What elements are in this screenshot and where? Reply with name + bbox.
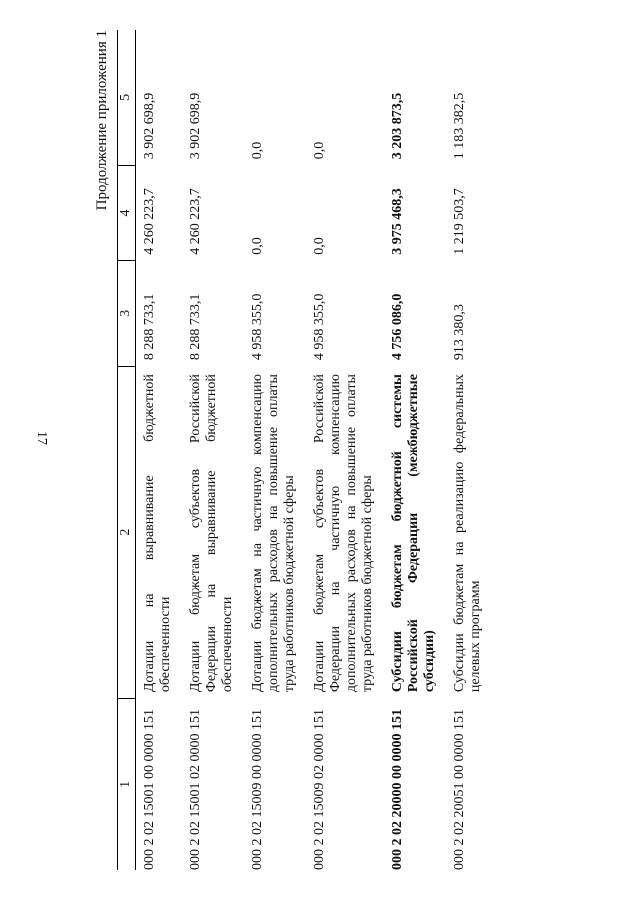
table-row <box>244 30 306 870</box>
value-col5-cell: 3 203 873,5 <box>390 92 405 160</box>
table-row <box>446 30 492 870</box>
name-cell: Субсидии бюджетам на реализацию федеральных целевых программ <box>452 374 483 693</box>
name-cell: Дотации на выравнивание бюджетной обеспеченности <box>142 374 173 693</box>
column-header-1: 1 <box>117 698 136 870</box>
value-col5-cell: 1 183 382,5 <box>452 92 467 160</box>
table-top-rule <box>117 30 118 870</box>
value-col5-cell: 3 902 698,9 <box>188 92 203 160</box>
code-cell: 000 2 02 15001 02 0000 151 <box>188 709 203 870</box>
table-header-row <box>117 30 136 870</box>
code-cell: 000 2 02 20000 00 0000 151 <box>390 709 405 870</box>
table-row <box>384 30 446 870</box>
value-col5-cell: 0,0 <box>250 141 265 160</box>
value-col5-cell: 0,0 <box>312 141 327 160</box>
budget-table <box>117 30 492 870</box>
name-cell: Дотации бюджетам субъектов Российской Федерации на выравнивание бюджетной обеспеченности <box>188 374 235 693</box>
value-col3-cell: 913 380,3 <box>452 304 467 361</box>
value-col4-cell: 1 219 503,7 <box>452 188 467 255</box>
column-header-4: 4 <box>117 165 136 261</box>
value-col5-cell: 3 902 698,9 <box>142 92 157 160</box>
name-cell: Субсидии бюджетам бюджетной системы Российской Федерации (межбюджетные субсидии) <box>390 374 437 693</box>
code-cell: 000 2 02 20051 00 0000 151 <box>452 709 467 870</box>
column-header-5: 5 <box>117 30 136 165</box>
table-row <box>306 30 384 870</box>
code-cell: 000 2 02 15009 02 0000 151 <box>312 709 327 870</box>
table-row <box>136 30 183 870</box>
table-body <box>136 30 493 870</box>
table-row <box>182 30 244 870</box>
code-cell: 000 2 02 15001 00 0000 151 <box>142 709 157 870</box>
name-cell: Дотации бюджетам субъектов Российской Федерации на частичную компенсацию дополнительных расходов на повышение оплаты труда работников бюджетной сферы <box>312 374 375 693</box>
value-col3-cell: 4 958 355,0 <box>312 293 327 361</box>
name-cell: Дотации бюджетам на частичную компенсацию дополнительных расходов на повышение оплаты труда работников бюджетной сферы <box>250 374 297 693</box>
value-col4-cell: 3 975 468,3 <box>390 188 405 255</box>
value-col3-cell: 8 288 733,1 <box>142 293 157 361</box>
continuation-title: Продолжение приложения 1 <box>94 30 110 211</box>
value-col4-cell: 4 260 223,7 <box>188 188 203 255</box>
value-col3-cell: 8 288 733,1 <box>188 293 203 361</box>
column-header-2: 2 <box>117 366 136 698</box>
value-col4-cell: 0,0 <box>312 237 327 255</box>
column-header-3: 3 <box>117 261 136 366</box>
code-cell: 000 2 02 15009 00 0000 151 <box>250 709 265 870</box>
value-col4-cell: 4 260 223,7 <box>142 188 157 255</box>
page-number: 17 <box>34 431 49 445</box>
rotated-page-content <box>94 30 640 870</box>
value-col3-cell: 4 756 086,0 <box>390 293 405 361</box>
value-col4-cell: 0,0 <box>250 237 265 255</box>
value-col3-cell: 4 958 355,0 <box>250 293 265 361</box>
